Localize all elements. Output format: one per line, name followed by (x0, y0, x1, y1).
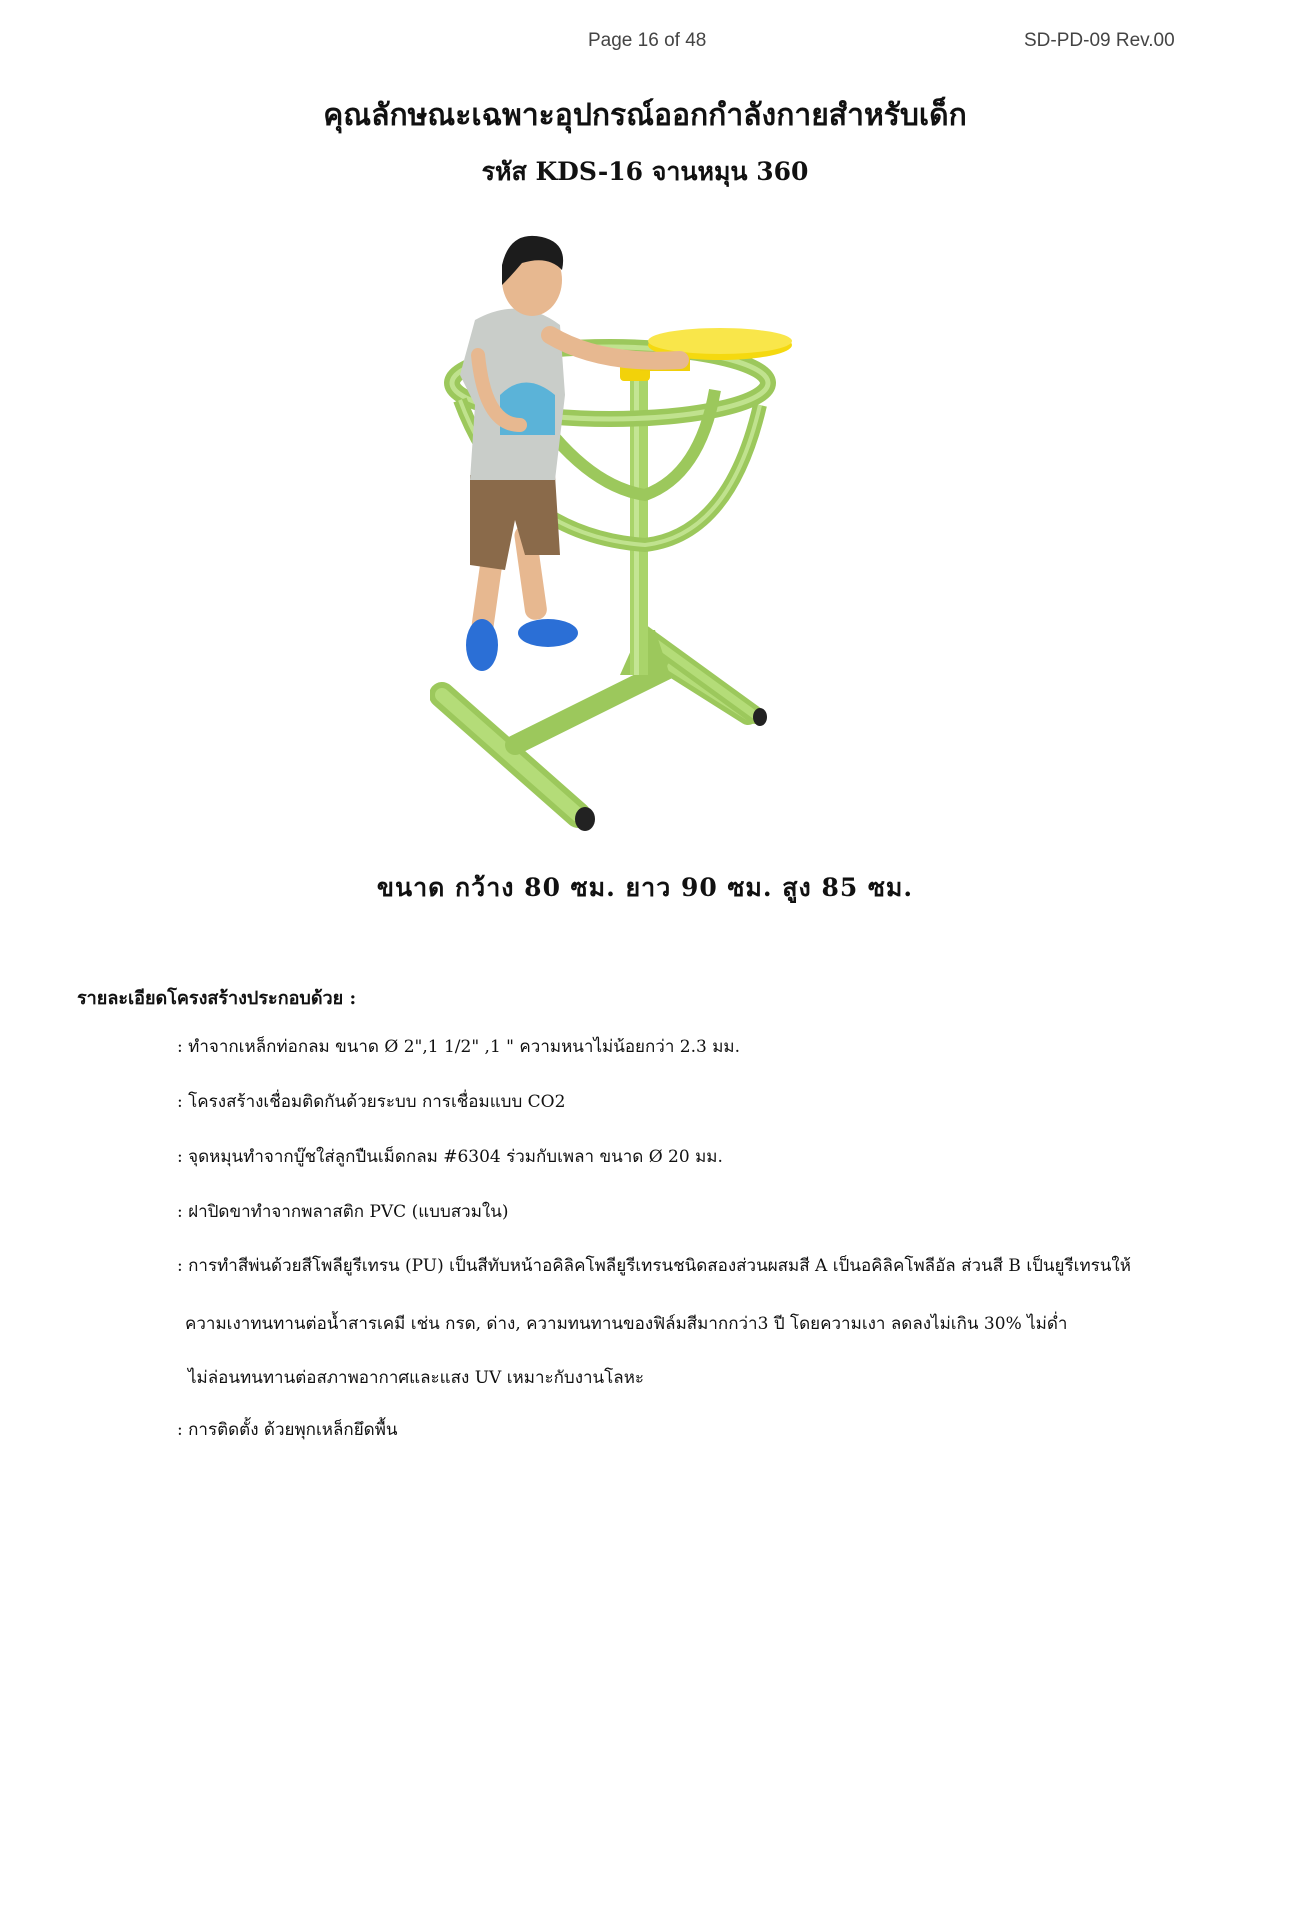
spec-line: : ฝาปิดขาทำจากพลาสติก PVC (แบบสวมใน) (177, 1202, 509, 1222)
child-using-rotating-disc-icon (430, 225, 870, 845)
spec-line-continued: ไม่ล่อนทนทานต่อสภาพอากาศและแสง UV เหมาะกับงานโลหะ (188, 1368, 645, 1388)
page-number: Page 16 of 48 (588, 30, 707, 51)
spec-line: : โครงสร้างเชื่อมติดกันด้วยระบบ การเชื่อมแบบ CO2 (177, 1092, 566, 1112)
product-photo (430, 225, 870, 845)
spec-line: : การติดตั้ง ด้วยพุกเหล็กยึดพื้น (177, 1420, 398, 1440)
spec-line-continued: ความเงาทนทานต่อน้ำสารเคมี เช่น กรด, ด่าง, ความทนทานของฟิล์มสีมากกว่า3 ปี โดยความเงา ลดลงไม่เกิน 30% ไม่ด่ำ (185, 1314, 1068, 1334)
spec-line: : การทำสีพ่นด้วยสีโพลียูรีเทรน (PU) เป็นสีทับหน้าอคิลิคโพลียูรีเทรนชนิดสองส่วนผสมสี A เป็นอคิลิคโพลีอัล ส่วนสี B เป็นยูรีเทรนให้ (177, 1256, 1131, 1276)
product-code-title: รหัส KDS-16 จานหมุน 360 (481, 157, 809, 186)
page-title: คุณลักษณะเฉพาะอุปกรณ์ออกกำลังกายสำหรับเด็ก (323, 98, 967, 133)
details-heading: รายละเอียดโครงสร้างประกอบด้วย : (77, 988, 357, 1009)
end-cap (575, 807, 595, 831)
document-code: SD-PD-09 Rev.00 (1024, 30, 1175, 51)
end-cap (753, 708, 767, 726)
spec-line: : จุดหมุนทำจากบู๊ชใส่ลูกปืนเม็ดกลม #6304 ร่วมกับเพลา ขนาด Ø 20 มม. (177, 1147, 723, 1167)
spec-line: : ทำจากเหล็กท่อกลม ขนาด Ø 2",1 1/2" ,1 " ความหนาไม่น้อยกว่า 2.3 มม. (177, 1037, 741, 1057)
dimensions-line: ขนาด กว้าง 80 ซม. ยาว 90 ซม. สูง 85 ซม. (376, 873, 914, 902)
